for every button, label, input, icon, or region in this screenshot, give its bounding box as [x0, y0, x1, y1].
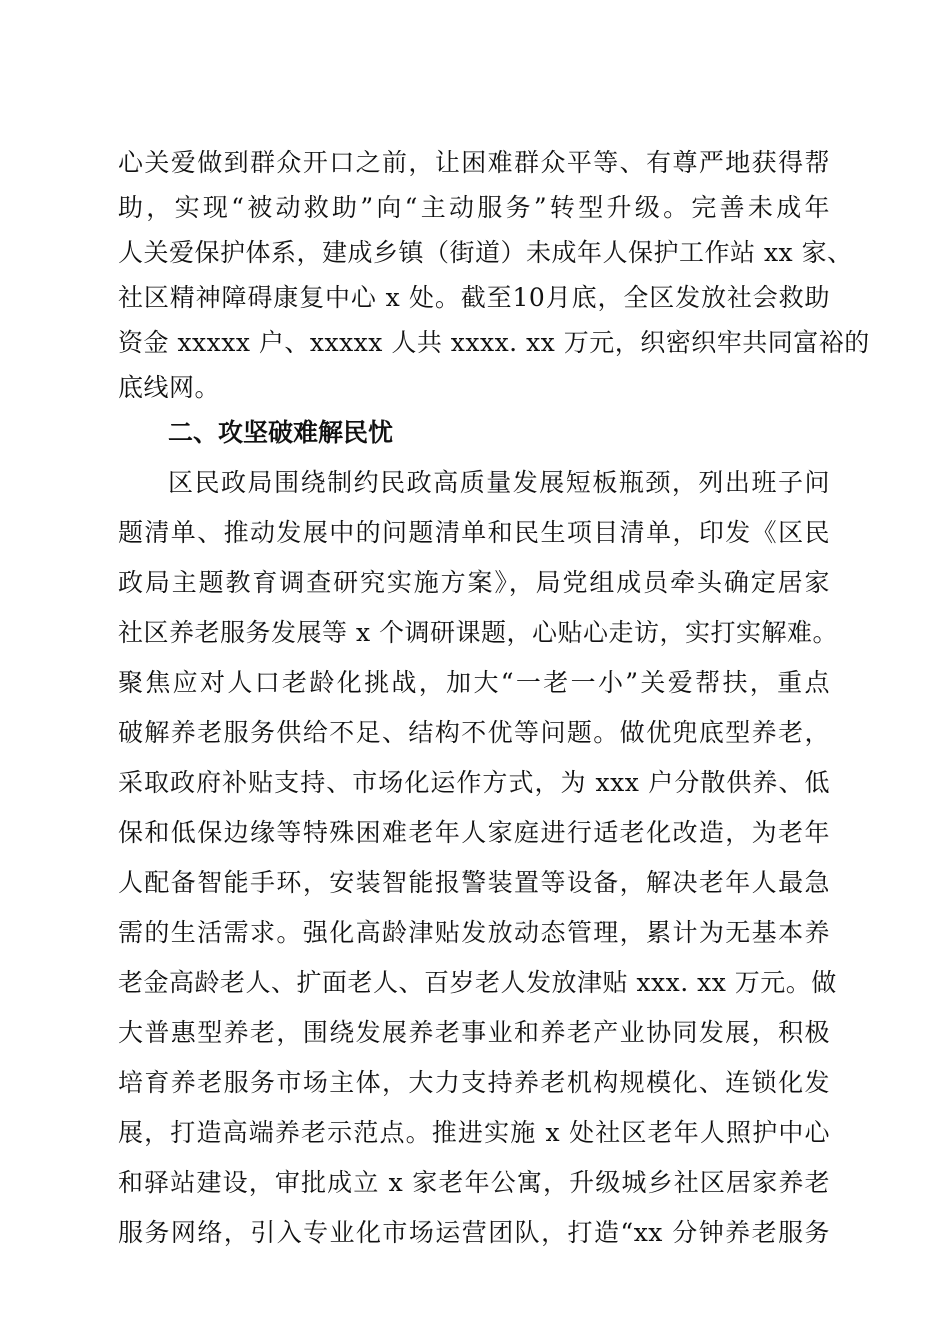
paragraph-2-line-12: 大普惠型养老，围绕发展养老事业和养老产业协同发展，积极: [118, 1018, 830, 1047]
paragraph-2-line-4: 社区养老服务发展等 x 个调研课题，心贴心走访，实打实解难。: [118, 618, 838, 647]
paragraph-2-line-9: 人配备智能手环，安装智能报警装置等设备，解决老年人最急: [118, 868, 830, 897]
paragraph-2-line-13: 培育养老服务市场主体，大力支持养老机构规模化、连锁化发: [118, 1068, 830, 1097]
paragraph-1-line-3: 人关爱保护体系，建成乡镇（街道）未成年人保护工作站 xx 家、: [118, 238, 853, 267]
paragraph-1-line-1: 心关爱做到群众开口之前，让困难群众平等、有尊严地获得帮: [118, 148, 830, 177]
paragraph-2-line-1: 区民政局围绕制约民政高质量发展短板瓶颈，列出班子问: [168, 468, 830, 497]
paragraph-2-line-15: 和驿站建设，审批成立 x 家老年公寓，升级城乡社区居家养老: [118, 1168, 830, 1197]
paragraph-2-line-8: 保和低保边缘等特殊困难老年人家庭进行适老化改造，为老年: [118, 818, 830, 847]
paragraph-2-line-2: 题清单、推动发展中的问题清单和民生项目清单，印发《区民: [118, 518, 830, 547]
section-heading: 二、攻坚破难解民忧: [168, 418, 394, 447]
paragraph-1-line-4: 社区精神障碍康复中心 x 处。截至10月底，全区发放社会救助: [118, 283, 830, 312]
paragraph-2-line-7: 采取政府补贴支持、市场化运作方式，为 xxx 户分散供养、低: [118, 768, 830, 797]
paragraph-2-line-6: 破解养老服务供给不足、结构不优等问题。做优兜底型养老，: [118, 718, 830, 747]
paragraph-1-line-5: 资金 xxxxx 户、xxxxx 人共 xxxx. xx 万元，织密织牢共同富裕的: [118, 328, 870, 357]
paragraph-1-line-2: 助，实现“被动救助”向“主动服务”转型升级。完善未成年: [118, 193, 830, 222]
paragraph-1-line-6: 底线网。: [118, 373, 221, 402]
paragraph-2-line-11: 老金高龄老人、扩面老人、百岁老人发放津贴 xxx. xx 万元。做: [118, 968, 837, 997]
paragraph-2-line-5: 聚焦应对人口老龄化挑战，加大“一老一小”关爱帮扶，重点: [118, 668, 830, 697]
paragraph-2-line-3: 政局主题教育调查研究实施方案》，局党组成员牵头确定居家: [118, 568, 830, 597]
paragraph-2-line-10: 需的生活需求。强化高龄津贴发放动态管理，累计为无基本养: [118, 918, 830, 947]
paragraph-2-line-16: 服务网络，引入专业化市场运营团队，打造“xx 分钟养老服务: [118, 1218, 830, 1247]
paragraph-2-line-14: 展，打造高端养老示范点。推进实施 x 处社区老年人照护中心: [118, 1118, 830, 1147]
